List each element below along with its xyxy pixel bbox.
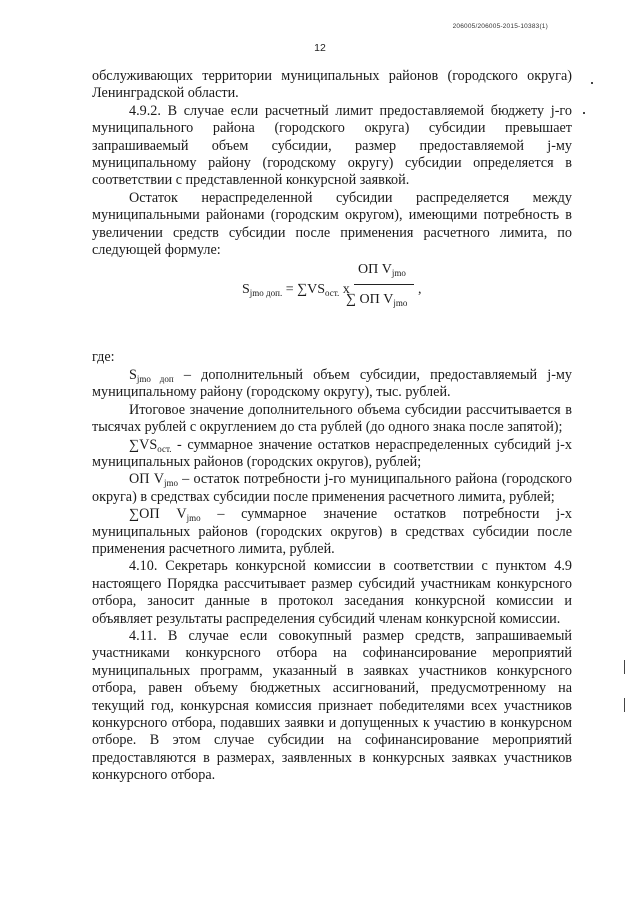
term-subscript: jmo — [186, 513, 201, 524]
paragraph: Остаток нераспределенной субсидии распределяется между муниципальными районами (городским округом), имеющими потребность в увеличении средств субсидии после применения расчетного лимита, по следующей формуле: — [92, 189, 572, 259]
page-number: 12 — [314, 42, 326, 54]
formula-lhs — [242, 281, 350, 298]
term-symbol: ∑VS — [129, 436, 158, 453]
formula-numerator — [358, 261, 406, 278]
paragraph: 4.11. В случае если совокупный размер средств, запрашиваемый участниками конкурсного отбора на софинансирование мероприятий муниципальных программ, указанный в заявках участников конкурсного отбора, равен объему бюджетных ассигнований, предусмотренному на текущий год, конкурсная комиссия признает победителями всех участников конкурсного отбора, подавших заявки и допущенных к участию в конкурсном отборе. В этом случае субсидии на софинансирование мероприятий предоставляются в размерах, заявленных в конкурсных заявках участников конкурсного отбора. — [92, 627, 572, 784]
paragraph: 4.9.2. В случае если расчетный лимит предоставляемой бюджету j-го муниципального района (городского округа) субсидии превышает запрашиваемый объем субсидии, размер предоставляемой j-му муниципальному району (городскому округу) субсидии определяется в соответствии с представленной конкурсной заявкой. — [92, 102, 572, 189]
document-body — [92, 68, 572, 785]
term-definition — [92, 506, 572, 558]
term-subscript: ост. — [157, 443, 172, 454]
margin-mark — [583, 112, 585, 114]
margin-line — [624, 660, 625, 674]
formula-symbol: ∑ ОП V — [346, 292, 394, 308]
margin-line — [624, 698, 625, 712]
fraction-bar — [354, 284, 414, 285]
formula-operator: x — [339, 282, 350, 298]
term-symbol: ∑ОП V — [129, 506, 187, 523]
formula-subscript: jmo — [391, 268, 406, 279]
formula — [92, 261, 572, 321]
margin-mark — [591, 82, 593, 84]
formula-operator: = ∑VS — [282, 282, 325, 298]
formula-symbol: ОП V — [358, 262, 392, 278]
term-symbol: S — [129, 366, 137, 383]
where-label: где: — [92, 349, 115, 366]
paragraph: Итоговое значение дополнительного объема субсидии рассчитывается в тысячах рублей с округлением до ста рублей (до одного знака после запятой); — [92, 401, 572, 436]
formula-denominator — [346, 291, 407, 308]
term-text: – дополнительный объем субсидии, предоставляемый j-му муниципальному району (городскому округу), тыс. рублей. — [92, 366, 572, 401]
paragraph: 4.10. Секретарь конкурсной комиссии в соответствии с пунктом 4.9 настоящего Порядка рассчитывает размер субсидий участникам конкурсного отбора, заносит данные в протокол заседания конкурсной комиссии и объявляет результаты распределения субсидий членам конкурсной комиссии. — [92, 558, 572, 627]
formula-subscript: jmo доп. — [249, 288, 283, 299]
paragraph: обслуживающих территории муниципальных районов (городского округа) Ленинградской области. — [92, 68, 572, 102]
term-text: – остаток потребности j-го муниципального района (городского округа) в средствах субсидии после применения расчетного лимита, рублей; — [92, 471, 572, 505]
formula-subscript: jmo — [393, 298, 408, 309]
formula-symbol: S — [242, 282, 250, 298]
document-id: 206005/206005-2015-10383(1) — [452, 23, 548, 30]
term-subscript: jmo доп — [136, 373, 174, 384]
term-text: – суммарное значение остатков потребности j-х муниципальных районов (городских округов) в средствах субсидии после применения расчетного лимита, рублей. — [92, 506, 572, 557]
term-definition — [92, 367, 572, 402]
formula-subscript: ост. — [324, 288, 340, 299]
formula-comma: , — [418, 282, 422, 298]
term-definition — [92, 437, 572, 472]
term-symbol: ОП V — [129, 471, 164, 488]
term-definition — [92, 471, 572, 506]
term-text: - суммарное значение остатков нераспределенных субсидий j-х муниципальных районов (городских округов), рублей; — [92, 436, 572, 470]
term-subscript: jmo — [163, 478, 178, 489]
